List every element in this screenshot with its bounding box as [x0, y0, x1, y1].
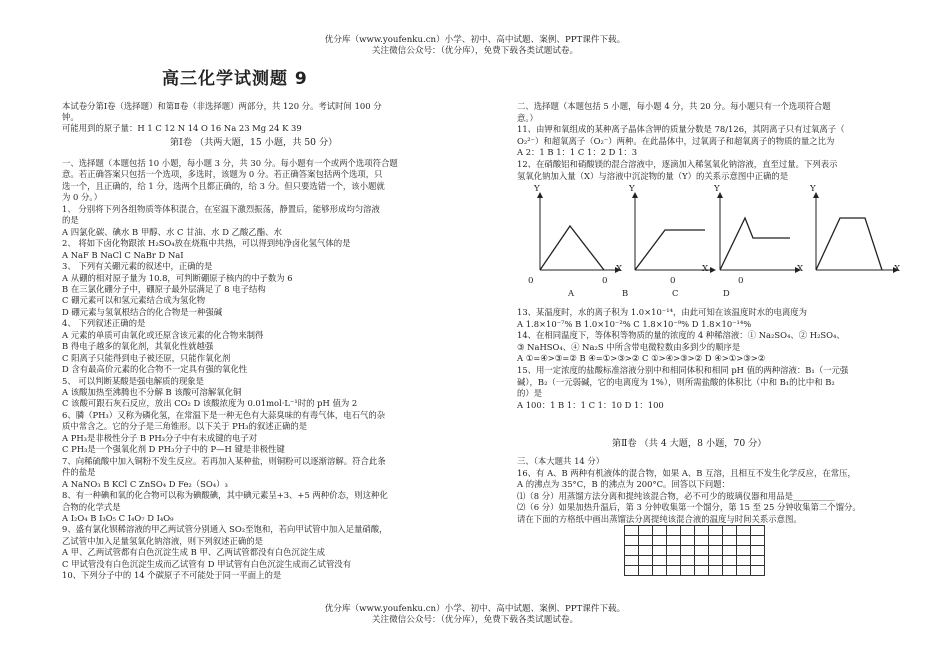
question-line: C 硼元素可以和氢元素结合成为氢化物 — [62, 295, 206, 306]
graph-label-d: D — [723, 288, 730, 298]
question-line: 12、在硝酸铝和硝酸镁的混合溶液中，逐滴加入稀氢氧化钠溶液，直至过量。下列表示 — [517, 159, 838, 169]
question-line: A 从硼的相对原子量为 10.8，可判断硼原子核内的中子数为 6 — [62, 272, 293, 283]
question-line: 9、盛有氯化钡稀溶液的甲乙两试管分别通入 SO₂至饱和，若向甲试管中加入足量硝酸， — [62, 524, 388, 535]
question-line: 一、选择题（本题包括 10 小题，每小题 3 分，共 30 分。每小题有一个或两个选项符合题 — [62, 158, 398, 168]
question-line: 请在下面的方格纸中画出蒸馏法分离提纯该混合液的温度与时间关系示意图。 — [517, 514, 802, 524]
question-line: D 含有最高价元素的化合物不一定具有强的氧化性 — [62, 364, 248, 375]
part-one-heading: 第Ⅰ卷 （共两大题，15 小题，共 50 分） — [170, 137, 338, 148]
graph-c-x-label: X — [797, 264, 804, 274]
question-line: A 四氯化碳、碘水 B 甲醇、水 C 甘油、水 D 乙酸乙酯、水 — [62, 226, 282, 237]
question-line: A 2：1 B 1：1 C 1：2 D 1：3 — [517, 147, 638, 158]
question-line: B 在三氯化硼分子中，硼原子最外层满足了 8 电子结构 — [62, 283, 266, 294]
graph-b-x-label: X — [702, 264, 709, 274]
question-line: C 阳离子只能得到电子被还原，只能作氧化剂 — [62, 352, 231, 363]
question-line: 的是 — [62, 215, 79, 226]
question-line: A 该酸加热至沸腾也不分解 B 该酸可溶解氧化铜 — [62, 387, 242, 397]
question-line: 氢氧化钠加入量（X）与溶液中沉淀物的量（Y）的关系示意图中正确的是 — [517, 170, 789, 181]
graph-d-y-label: Y — [810, 184, 816, 194]
graph-label-b: B — [622, 288, 629, 298]
question-line: 合物的化学式是 — [62, 501, 121, 512]
question-line: 15、用一定浓度的盐酸标准溶液分别中和相同体积和相同 pH 值的两种溶液：B₁（一元强 — [517, 365, 849, 375]
question-line: 件的盐是 — [62, 467, 96, 478]
question-line: 6、膦（PH₃）又称为磷化氢，在常温下是一种无色有大蒜臭味的有毒气体，电石气的杂 — [62, 409, 386, 420]
graph-a-y-label: Y — [534, 184, 540, 194]
graph-label-c: C — [672, 288, 679, 298]
question-line: 乙试管中加入足量氢氧化钠溶液，则下列叙述正确的是 — [62, 535, 263, 546]
graph-label-a: A — [568, 288, 575, 298]
graphs-svg — [520, 188, 910, 288]
question-line: A 的沸点为 35°C，B 的沸点为 200°C。回答以下问题： — [517, 479, 731, 490]
question-line: A 元素的单质可由氧化或还原含该元素的化合物来制得 — [62, 329, 264, 340]
graph-b-origin: 0 — [602, 276, 608, 286]
intro-line-1: 本试卷分第Ⅰ卷（选择题）和第Ⅱ卷（非选择题）两部分，共 120 分。考试时间 100 分 — [62, 101, 382, 111]
intro-line-2: 钟。 — [62, 112, 79, 122]
question-line: 选一个，且正确的，给 1 分，选两个且都正确的，给 3 分。但只要选错一个，该小题就 — [62, 180, 385, 191]
question-line: 为 0 分。） — [62, 192, 102, 203]
question-line: C 甲试管没有白色沉淀生成而乙试管有 D 甲试管有白色沉淀生成而乙试管没有 — [62, 558, 352, 569]
question-line: 碱），B₂（一元弱碱，它的电离度为 1%），则所需盐酸的体积比（中和 B₁的比中和 B₂ — [517, 376, 835, 387]
graph-b-y-label: Y — [629, 184, 635, 194]
question-line: 13、某温度时，水的离子积为 1.0×10⁻¹⁴，由此可知在该温度时水的电离度为 — [517, 307, 807, 317]
question-line: 意。） — [517, 112, 538, 123]
question-line: 3、 下列有关硼元素的叙述中，正确的是 — [62, 261, 213, 272]
question-line: ⑴（8 分）用蒸馏方法分离和提纯该混合物，必不可少的玻璃仪器和用品是__________ — [517, 490, 835, 501]
footer-line-1: 优分库（www.youfenku.cn）小学、初中、高中试题、案例、PPT课件下载。 — [324, 604, 626, 614]
graph-paper-grid — [624, 525, 765, 576]
footer-line-2: 关注微信公众号：（优分库），免费下载各类试题试卷。 — [371, 615, 579, 625]
question-line: 11、由钾和氧组成的某种离子晶体含钾的质量分数是 78/126，其阴离子只有过氧离子（ — [517, 124, 845, 135]
graph-c-y-label: Y — [714, 184, 720, 194]
question-line: 意。若正确答案只包括一个选项，多选时，该题为 0 分。若正确答案包括两个选项，只 — [62, 169, 383, 180]
page-footer — [0, 604, 950, 626]
page-header — [0, 35, 950, 57]
graph-b-curve — [635, 230, 705, 270]
page-title: 高三化学试测题 9 — [162, 69, 308, 89]
question-line: ⑵（6 分）如果加热升温后，第 3 分钟收集第一个馏分，第 15 至 25 分钟收集第二个馏分。 — [517, 502, 861, 513]
question-line: A NaF B NaCl C NaBr D NaI — [62, 249, 184, 260]
question-line: 8、有一种碘和氧的化合物可以称为碘酸碘，其中碘元素呈+3、+5 两种价态，则这种化 — [62, 490, 388, 501]
graph-a-origin: 0 — [528, 276, 534, 286]
graph-d-x-label: X — [894, 264, 901, 274]
header-line-1: 优分库（www.youfenku.cn）小学、初中、高中试题、案例、PPT课件下载。 — [324, 35, 626, 45]
question-line: 2、 将如下卤化物跟浓 H₂SO₄放在烧瓶中共热，可以得到纯净卤化氢气体的是 — [62, 238, 351, 249]
graph-a-curve — [540, 226, 604, 270]
question-line: 10、下列分子中的 14 个碳原子不可能处于同一平面上的是 — [62, 570, 282, 581]
question-line: ③ NaHSO₄、④ Na₂S 中所含带电微粒数由多到少的顺序是 — [517, 341, 741, 352]
question-line: A 甲、乙两试管都有白色沉淀生成 B 甲、乙两试管都没有白色沉淀生成 — [62, 547, 326, 558]
graph-c-curve — [720, 218, 790, 270]
question-line: A 1.8×10⁻⁷% B 1.0×10⁻²% C 1.8×10⁻⁹% D 1.8×10⁻¹⁴% — [517, 318, 752, 329]
part-two-heading: 第Ⅱ卷 （共 4 大题，8 小题，70 分） — [612, 438, 767, 449]
header-line-2: 关注微信公众号：（优分库），免费下载各类试题试卷。 — [371, 46, 579, 56]
question-line: 4、 下列叙述正确的是 — [62, 318, 146, 329]
graphs-q12 — [520, 184, 910, 292]
question-line: D 硼元素与氢氧根结合的化合物是一种强碱 — [62, 306, 223, 317]
question-line: 7、向稀硫酸中加入铜粉不发生反应。若再加入某种盐，则铜粉可以逐渐溶解。符合此条 — [62, 455, 386, 466]
question-line: 二、选择题（本题包括 5 小题，每小题 4 分，共 20 分。每小题只有一个选项符合题 — [517, 101, 831, 111]
question-line: C 该酸可跟石灰石反应，放出 CO₂ D 该酸浓度为 0.01mol·L⁻¹时的 pH 值为 2 — [62, 398, 358, 409]
graph-d-curve — [816, 218, 882, 270]
graph-d-origin: 0 — [738, 276, 744, 286]
question-line: 16、有 A、B 两种有机液体的混合物，如果 A、B 互溶，且相互不发生化学反应，在常压， — [517, 467, 856, 478]
question-line: A NaNO₃ B KCl C ZnSO₄ D Fe₂（SO₄）₃ — [62, 478, 228, 489]
question-line: C PH₃是一个强氧化剂 D PH₃分子中的 P—H 键是非极性键 — [62, 444, 285, 455]
graph-a-x-label: X — [616, 264, 623, 274]
graph-c-origin: 0 — [670, 276, 676, 286]
question-line: 5、 可以判断某酸是强电解质的现象是 — [62, 375, 204, 386]
atomic-weights: 可能用到的原子量：H 1 C 12 N 14 O 16 Na 23 Mg 24 K 39 — [62, 123, 302, 133]
question-line: O₂²⁻）和超氧离子（O₂⁻）两种。在此晶体中，过氧离子和超氧离子的物质的量之比为 — [517, 135, 835, 146]
question-line: A I₂O₄ B I₃O₅ C I₄O₇ D I₄O₉ — [62, 512, 174, 523]
question-line: A ①=④>③=② B ④=①>③>② C ①>④>③>② D ④>①>③>② — [517, 353, 766, 364]
question-line: 1、 分别将下列各组物质等体积混合，在室温下激烈振荡，静置后，能够形成均匀溶液 — [62, 203, 380, 214]
question-line: 质中常含之。它的分子是三角锥形。以下关于 PH₃的叙述正确的是 — [62, 421, 308, 432]
question-line: 三、（本大题共 14 分） — [517, 456, 605, 466]
question-line: A 100：1 B 1：1 C 1：10 D 1：100 — [517, 399, 664, 410]
question-line: A PH₃是非极性分子 B PH₃分子中有未成键的电子对 — [62, 432, 258, 443]
question-line: 的）是 — [517, 388, 543, 399]
question-line: 14、在相同温度下，等体积等物质的量的浓度的 4 种稀溶液：① Na₂SO₄、② H₂SO₄、 — [517, 330, 845, 341]
question-line: B 得电子越多的氧化剂，其氧化性就越强 — [62, 341, 214, 352]
